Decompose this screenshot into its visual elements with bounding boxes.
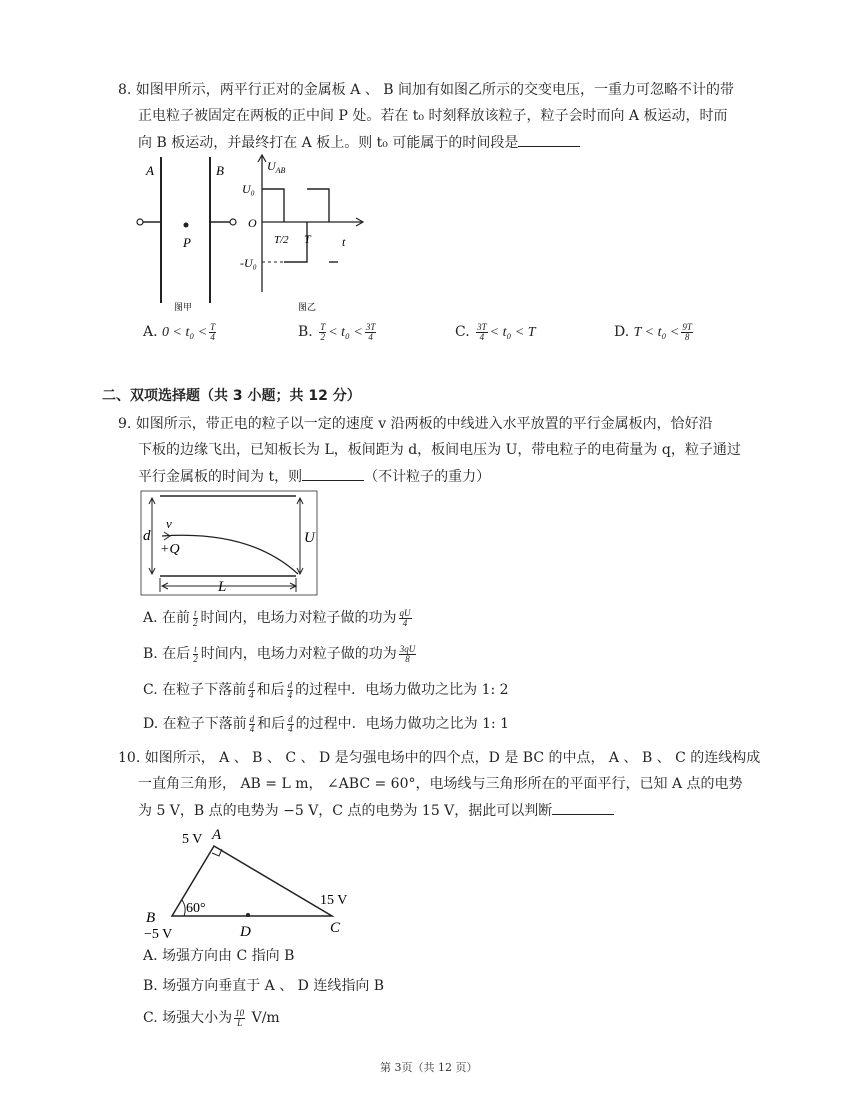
- answer-blank: [302, 466, 364, 481]
- answer-blank: [552, 800, 614, 815]
- caption-yi: 图乙: [298, 302, 317, 312]
- period-label: T: [304, 232, 311, 246]
- angle-label: 60°: [186, 901, 206, 916]
- q10-line2: 一直角三角形， AB = L m， ∠ABC = 60°，电场线与三角形所在的平面平行，已知 A 点的电势: [138, 776, 743, 792]
- q9-figure: [140, 490, 320, 598]
- half-period-label: T/2: [274, 234, 289, 246]
- caption-jia: 图甲: [174, 302, 193, 312]
- q8-option-c[interactable]: C. $\frac{3T}{4}$ < t₀ < T: [455, 321, 536, 342]
- q9-option-d[interactable]: D. 在粒子下落前 $\frac{d}{4}$ 和后 $\frac{d}{4}$ 的过程中．电场力做功之比为 1: 1: [143, 713, 510, 734]
- q10-option-a[interactable]: A. 场强方向由 C 指向 B: [143, 948, 295, 964]
- q9-option-a[interactable]: A. 在前 $\frac{t}{2}$ 时间内，电场力对粒子做的功为 $\frac{qU}{4}$: [143, 607, 411, 628]
- q-label: +Q: [160, 542, 180, 557]
- page-footer: 第 3页（共 12 页）: [380, 1061, 478, 1074]
- answer-blank: [518, 132, 580, 147]
- q8-option-b[interactable]: B. $\frac{T}{2}$ < t₀ < $\frac{3T}{4}$: [298, 321, 376, 342]
- point-a-label: A: [212, 827, 222, 843]
- q10-option-b[interactable]: B. 场强方向垂直于 A 、 D 连线指向 B: [143, 978, 385, 994]
- u-label: U: [304, 530, 315, 546]
- fig-yi: [240, 152, 370, 317]
- plate-b-label: B: [216, 163, 224, 178]
- section-title: 二、双项选择题（共 3 小题；共 12 分）: [102, 388, 361, 404]
- point-b-label: B: [146, 910, 156, 926]
- u0-label: U₀: [242, 182, 255, 196]
- plate-a-label: A: [146, 163, 154, 178]
- q8-option-a[interactable]: A. 0 < t₀ < $\frac{T}{4}$: [143, 321, 216, 342]
- q8-line2: 正电粒子被固定在两板的正中间 P 处。若在 t₀ 时刻释放该粒子，粒子会时而向 A 板运动，时而: [138, 108, 728, 124]
- fig-jia: [130, 155, 250, 315]
- d-label: d: [143, 528, 151, 544]
- q9-option-b[interactable]: B. 在后 $\frac{t}{2}$ 时间内，电场力对粒子做的功为 $\frac{3qU}{8}$: [143, 643, 416, 664]
- q8-line1: 8. 如图甲所示，两平行正对的金属板 A 、 B 间加有如图乙所示的交变电压，一重力可忽略不计的带: [118, 82, 735, 98]
- t-axis-label: t: [342, 235, 346, 249]
- point-c-label: C: [330, 920, 341, 936]
- q9-line1: 9. 如图所示，带正电的粒子以一定的速度 v 沿两板的中线进入水平放置的平行金属板内，恰好沿: [118, 416, 713, 432]
- q10-line3: 为 5 V，B 点的电势为 −5 V，C 点的电势为 15 V，据此可以判断: [138, 800, 614, 821]
- vb-label: −5 V: [144, 927, 173, 942]
- origin-label: O: [248, 216, 257, 230]
- q9-line2: 下板的边缘飞出，已知板长为 L，板间距为 d，板间电压为 U，带电粒子的电荷量为 q，粒子通过: [138, 442, 741, 458]
- point-p-label: P: [183, 235, 191, 250]
- q10-option-c[interactable]: C. 场强大小为 $\frac{10}{L}$ V/m: [143, 1007, 280, 1028]
- vc-label: 15 V: [320, 893, 348, 908]
- q8-line3: 向 B 板运动，并最终打在 A 板上。则 t₀ 可能属于的时间段是: [138, 132, 580, 153]
- q10-triangle-figure: [140, 822, 360, 942]
- q10-line1: 10. 如图所示， A 、 B 、 C 、 D 是匀强电场中的四个点，D 是 BC 的中点， A 、 B 、 C 的连线构成: [118, 750, 761, 766]
- yaxis-label: $U_{AB}$: [267, 159, 286, 175]
- l-label: L: [218, 579, 227, 595]
- v-label: v: [166, 516, 172, 531]
- neg-u0-label: -U₀: [240, 256, 257, 270]
- q9-line3: 平行金属板的时间为 t，则 （不计粒子的重力）: [138, 466, 490, 487]
- point-d-label: D: [240, 924, 251, 940]
- va-label: 5 V: [182, 832, 203, 847]
- q9-option-c[interactable]: C. 在粒子下落前 $\frac{d}{4}$ 和后 $\frac{d}{4}$ 的过程中．电场力做功之比为 1: 2: [143, 679, 509, 700]
- q8-option-d[interactable]: D. T < t₀ < $\frac{9T}{8}$: [614, 321, 692, 342]
